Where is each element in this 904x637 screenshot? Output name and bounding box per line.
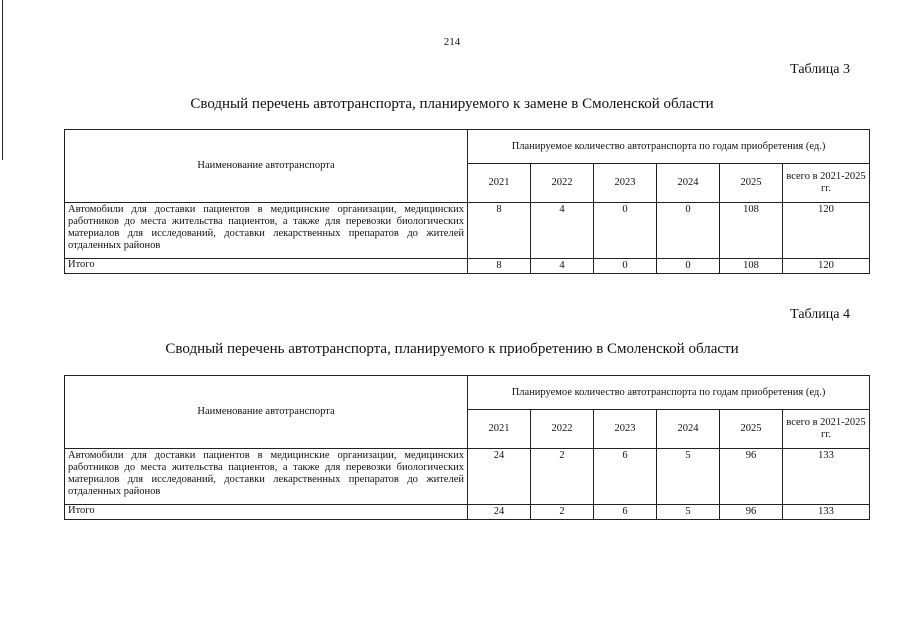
row-value: 24: [468, 449, 531, 505]
header-total: всего в 2021-2025 гг.: [783, 410, 870, 449]
header-year: 2021: [468, 164, 531, 203]
header-total: всего в 2021-2025 гг.: [783, 164, 870, 203]
total-value: 5: [657, 505, 720, 520]
row-value: 2: [531, 449, 594, 505]
total-value: 6: [594, 505, 657, 520]
total-value: 24: [468, 505, 531, 520]
header-year: 2023: [594, 410, 657, 449]
scan-edge-mark: [2, 0, 3, 160]
total-value: 8: [468, 259, 531, 274]
row-value: 4: [531, 203, 594, 259]
row-value: 120: [783, 203, 870, 259]
table-3-label: Таблица 3: [790, 62, 850, 77]
table-4: [64, 375, 870, 520]
table-3: [64, 129, 870, 274]
row-value: 0: [594, 203, 657, 259]
total-row: [65, 259, 870, 274]
header-year: 2024: [657, 164, 720, 203]
total-value: 133: [783, 505, 870, 520]
total-value: 2: [531, 505, 594, 520]
row-value: 108: [720, 203, 783, 259]
row-value: 5: [657, 449, 720, 505]
row-value: 0: [657, 203, 720, 259]
header-year: 2024: [657, 410, 720, 449]
total-value: 120: [783, 259, 870, 274]
header-year: 2025: [720, 410, 783, 449]
total-value: 0: [594, 259, 657, 274]
table-4-title: Сводный перечень автотранспорта, планируемого к приобретению в Смоленской области: [165, 341, 739, 357]
row-name: Автомобили для доставки пациентов в медицинские организации, медицинских работников до места жительства пациентов, а также для перевозки биологических материалов для исследований, доставки лекарственных препаратов до жителей отдаленных районов: [65, 449, 468, 505]
row-value: 6: [594, 449, 657, 505]
row-value: 8: [468, 203, 531, 259]
header-year: 2022: [531, 410, 594, 449]
total-label: Итого: [65, 505, 468, 520]
total-label: Итого: [65, 259, 468, 274]
total-value: 108: [720, 259, 783, 274]
table-row: [65, 449, 870, 505]
page-number: 214: [443, 36, 461, 48]
row-name: Автомобили для доставки пациентов в медицинские организации, медицинских работников до места жительства пациентов, а также для перевозки биологических материалов для исследований, доставки лекарственных препаратов до жителей отдаленных районов: [65, 203, 468, 259]
total-row: [65, 505, 870, 520]
table-3-title: Сводный перечень автотранспорта, планируемого к замене в Смоленской области: [190, 96, 714, 112]
row-value: 133: [783, 449, 870, 505]
header-year: 2023: [594, 164, 657, 203]
table-row: [65, 203, 870, 259]
header-year: 2025: [720, 164, 783, 203]
header-name: Наименование автотранспорта: [65, 130, 468, 203]
header-year: 2022: [531, 164, 594, 203]
header-group: Планируемое количество автотранспорта по годам приобретения (ед.): [468, 376, 870, 410]
header-name: Наименование автотранспорта: [65, 376, 468, 449]
row-value: 96: [720, 449, 783, 505]
header-year: 2021: [468, 410, 531, 449]
total-value: 4: [531, 259, 594, 274]
total-value: 0: [657, 259, 720, 274]
table-4-label: Таблица 4: [790, 307, 850, 322]
total-value: 96: [720, 505, 783, 520]
header-group: Планируемое количество автотранспорта по годам приобретения (ед.): [468, 130, 870, 164]
